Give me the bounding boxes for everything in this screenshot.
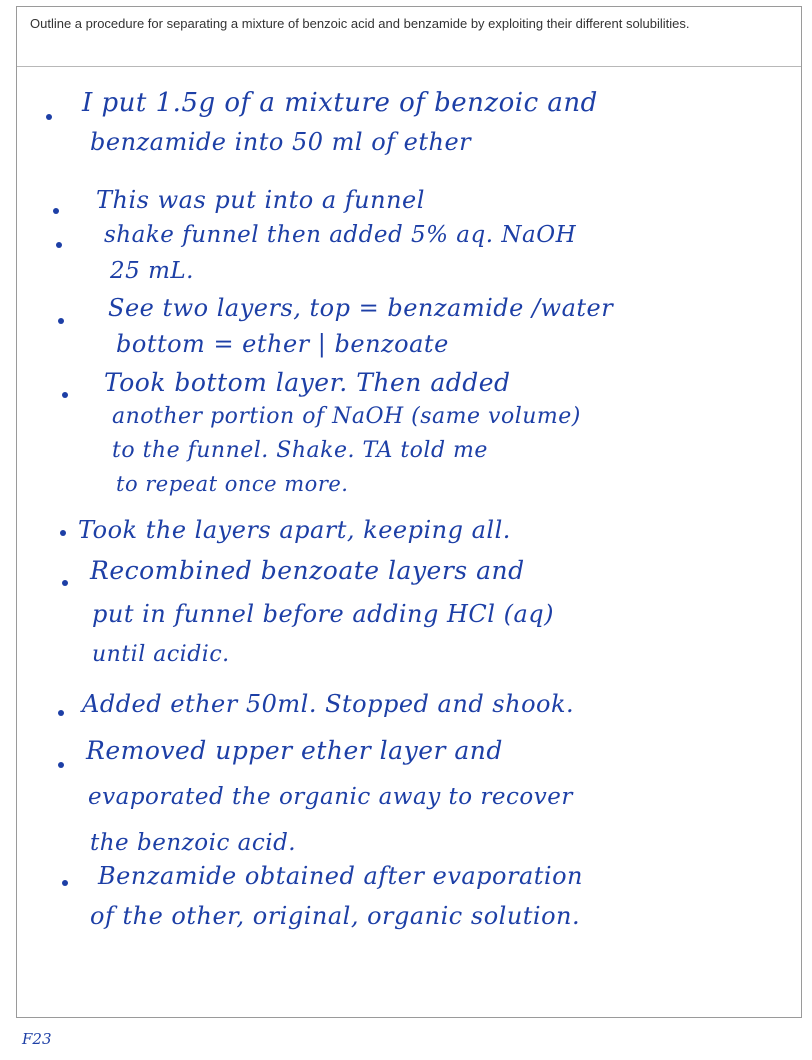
bullet-2	[53, 208, 59, 214]
answer-line: This was put into a funnel	[96, 186, 425, 214]
answer-line: another portion of NaOH (same volume)	[112, 404, 581, 429]
answer-line: bottom = ether | benzoate	[116, 330, 449, 358]
answer-line: Removed upper ether layer and	[86, 736, 503, 765]
answer-line: the benzoic acid.	[90, 830, 297, 856]
answer-line: Added ether 50ml. Stopped and shook.	[82, 690, 575, 718]
bullet-8	[58, 710, 64, 716]
answer-line: evaporated the organic away to recover	[88, 784, 573, 810]
question-text: Outline a procedure for separating a mixture of benzoic acid and benzamide by exploiting their different solubilities.	[30, 16, 690, 31]
bullet-9	[58, 762, 64, 768]
answer-line: Benzamide obtained after evaporation	[98, 862, 584, 890]
bullet-4	[58, 318, 64, 324]
answer-line: put in funnel before adding HCl (aq)	[92, 600, 554, 628]
bullet-5	[62, 392, 68, 398]
answer-line: 25 mL.	[110, 258, 194, 284]
answer-line: to the funnel. Shake. TA told me	[112, 438, 488, 463]
answer-line: of the other, original, organic solution.	[90, 902, 581, 930]
bullet-1	[46, 114, 52, 120]
answer-line: Recombined benzoate layers and	[90, 556, 525, 585]
answer-line: I put 1.5g of a mixture of benzoic and	[82, 88, 598, 118]
answer-line: to repeat once more.	[116, 472, 349, 496]
answer-line: shake funnel then added 5% aq. NaOH	[104, 222, 577, 248]
bullet-7	[62, 580, 68, 586]
answer-line: Took bottom layer. Then added	[104, 368, 511, 397]
page-code: F23	[22, 1030, 52, 1048]
bullet-6	[60, 530, 66, 536]
answer-line: benzamide into 50 ml of ether	[90, 128, 472, 156]
answer-line: Took the layers apart, keeping all.	[78, 516, 511, 544]
bullet-3	[56, 242, 62, 248]
answer-line: until acidic.	[92, 642, 230, 667]
answer-line: See two layers, top = benzamide /water	[108, 294, 614, 322]
bullet-10	[62, 880, 68, 886]
